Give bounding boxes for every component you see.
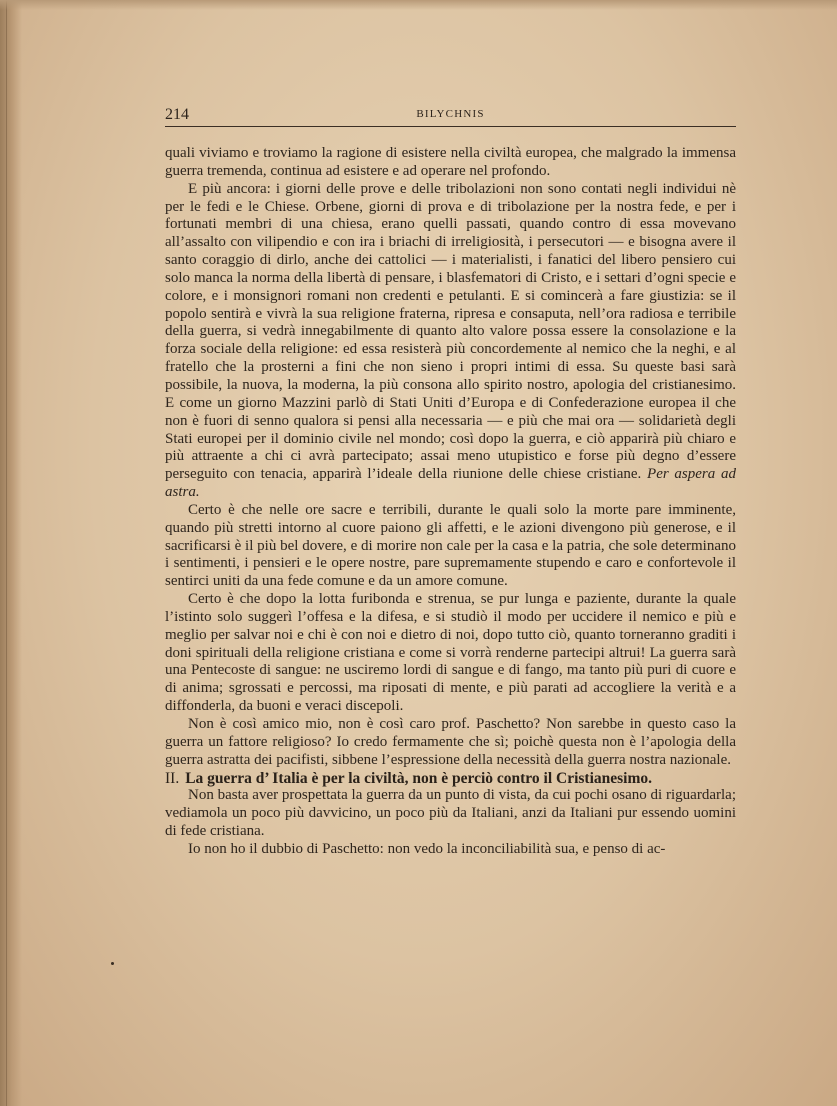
page-number: 214 [165, 106, 189, 123]
section-numeral: II. [165, 769, 180, 787]
paragraph-4: Certo è che dopo la lotta furibonda e strenua, se pur lunga e paziente, durante la quale l’istinto solo suggerì l’offesa e la difesa, e si studiò il modo per uccidere il nemico e più e meglio per salvar noi e chi è con noi e dietro di noi, dopo tutto ciò, quanto torneranno graditi i doni spirituali della religione cristiana e come si vorrà renderne partecipi altrui! La guerra sarà una Pentecoste di sangue: ne usciremo lordi di sangue e di fango, ma tanto più puri di cuore e di anima; sgrossati e percossi, ma riposati di mente, e più parati ad accogliere la verità e a diffonderla, da buoni e veraci discepoli. [165, 591, 736, 715]
page-top-edge [0, 0, 837, 10]
paragraph-3: Certo è che nelle ore sacre e terribili, durante le quali solo la morte pare imminente, quando più stretti intorno al cuore paiono gli affetti, e le azioni divengono più generose, e il sacrificarsi è il più bel dovere, e di morire non cale per la casa e la patria, che sole determinano i sentimenti, i pensieri e le opere nostre, pare supremamente stupendo e caro e confortevole il sentirci uniti da una fede comune e da un amore comune. [165, 501, 736, 590]
page-header [165, 106, 736, 126]
book-spine-shadow [0, 0, 22, 1106]
paragraph-5: Non è così amico mio, non è così caro prof. Paschetto? Non sarebbe in questo caso la guerra un fattore religioso? Io credo fermamente che sì; poichè questa non è l’apologia della guerra astratta dei pacifisti, sibbene l’espressione della necessità della guerra nostra nazionale. [165, 716, 736, 768]
paragraph-1: quali viviamo e troviamo la ragione di esistere nella civiltà europea, che malgrado la immensa guerra tremenda, continua ad esistere e ad operare nel profondo. [165, 145, 736, 179]
latin-motto: Per aspera ad astra. [165, 466, 736, 501]
paragraph-2 [165, 181, 736, 502]
paragraph-6: Non basta aver prospettata la guerra da un punto di vista, da cui pochi osano di riguardarla; vediamola un poco più davvicino, un poco più da Italiani, anzi da Italiani pur essendo uomini di fede cristiana. [165, 787, 736, 840]
paragraph-7: Io non ho il dubbio di Paschetto: non vedo la inconciliabilità sua, e penso di ac- [188, 840, 666, 857]
header-rule [165, 126, 736, 127]
body-text [165, 145, 736, 859]
section-title: La guerra d’ Italia è per la civiltà, non è perciò contro il Cristianesimo. [185, 769, 653, 787]
running-head: BILYCHNIS [416, 108, 485, 120]
ink-speck [111, 962, 114, 965]
paragraph-2-text: E più ancora: i giorni delle prove e delle tribolazioni non sono contati negli individui nè per le fedi e le Chiese. Orbene, giorni di prova e di tribolazione per la nostra fede, e per i fortunati membri di una chiesa, erano quelli passati, quando contro di essa movevano all’assalto con vilipendio e con ira i briachi di irreligiosità, i persecutori — e bisogna avere il santo coraggio di dirlo, anche dei cattolici — i materialisti, i fanatici del libero pensiero cui solo manca la norma della libertà di pensare, i blasfematori di Cristo, e i settari d’ogni specie e colore, e i monsignori romani non credenti e petulanti. E si comincerà a fare giustizia: se il popolo sentirà e vivrà la sua religione fraterna, ripresa e consaputa, nell’ora radiosa e terribile della guerra, si vedrà innegabilmente di quanto alto valore possa essere la consolazione e la forza sociale della religione: ed essa resisterà più concordemente al nemico che la neghi, e al fratello che la prosterni a fini che non sieno i propri intimi di essa. Su queste basi sarà possibile, la nuova, la moderna, la più consona allo spirito nostro, apologia del cristianesimo. E come un giorno Mazzini parlò di Stati Uniti d’Europa e di Confederazione europea il che non è fuori di senno qualora si pensi alla necessaria — e più che mai ora — solidarietà degli Stati europei per il dominio civile nel mondo; così dopo la guerra, e ciò apparirà più chiaro e più attraente a chi ci avrà partecipato; assai meno utupistico e forse più degno d’essere perseguito con tenacia, apparirà l’ideale della riunione delle chiese cristiane. [165, 180, 736, 483]
section-heading [165, 770, 736, 788]
